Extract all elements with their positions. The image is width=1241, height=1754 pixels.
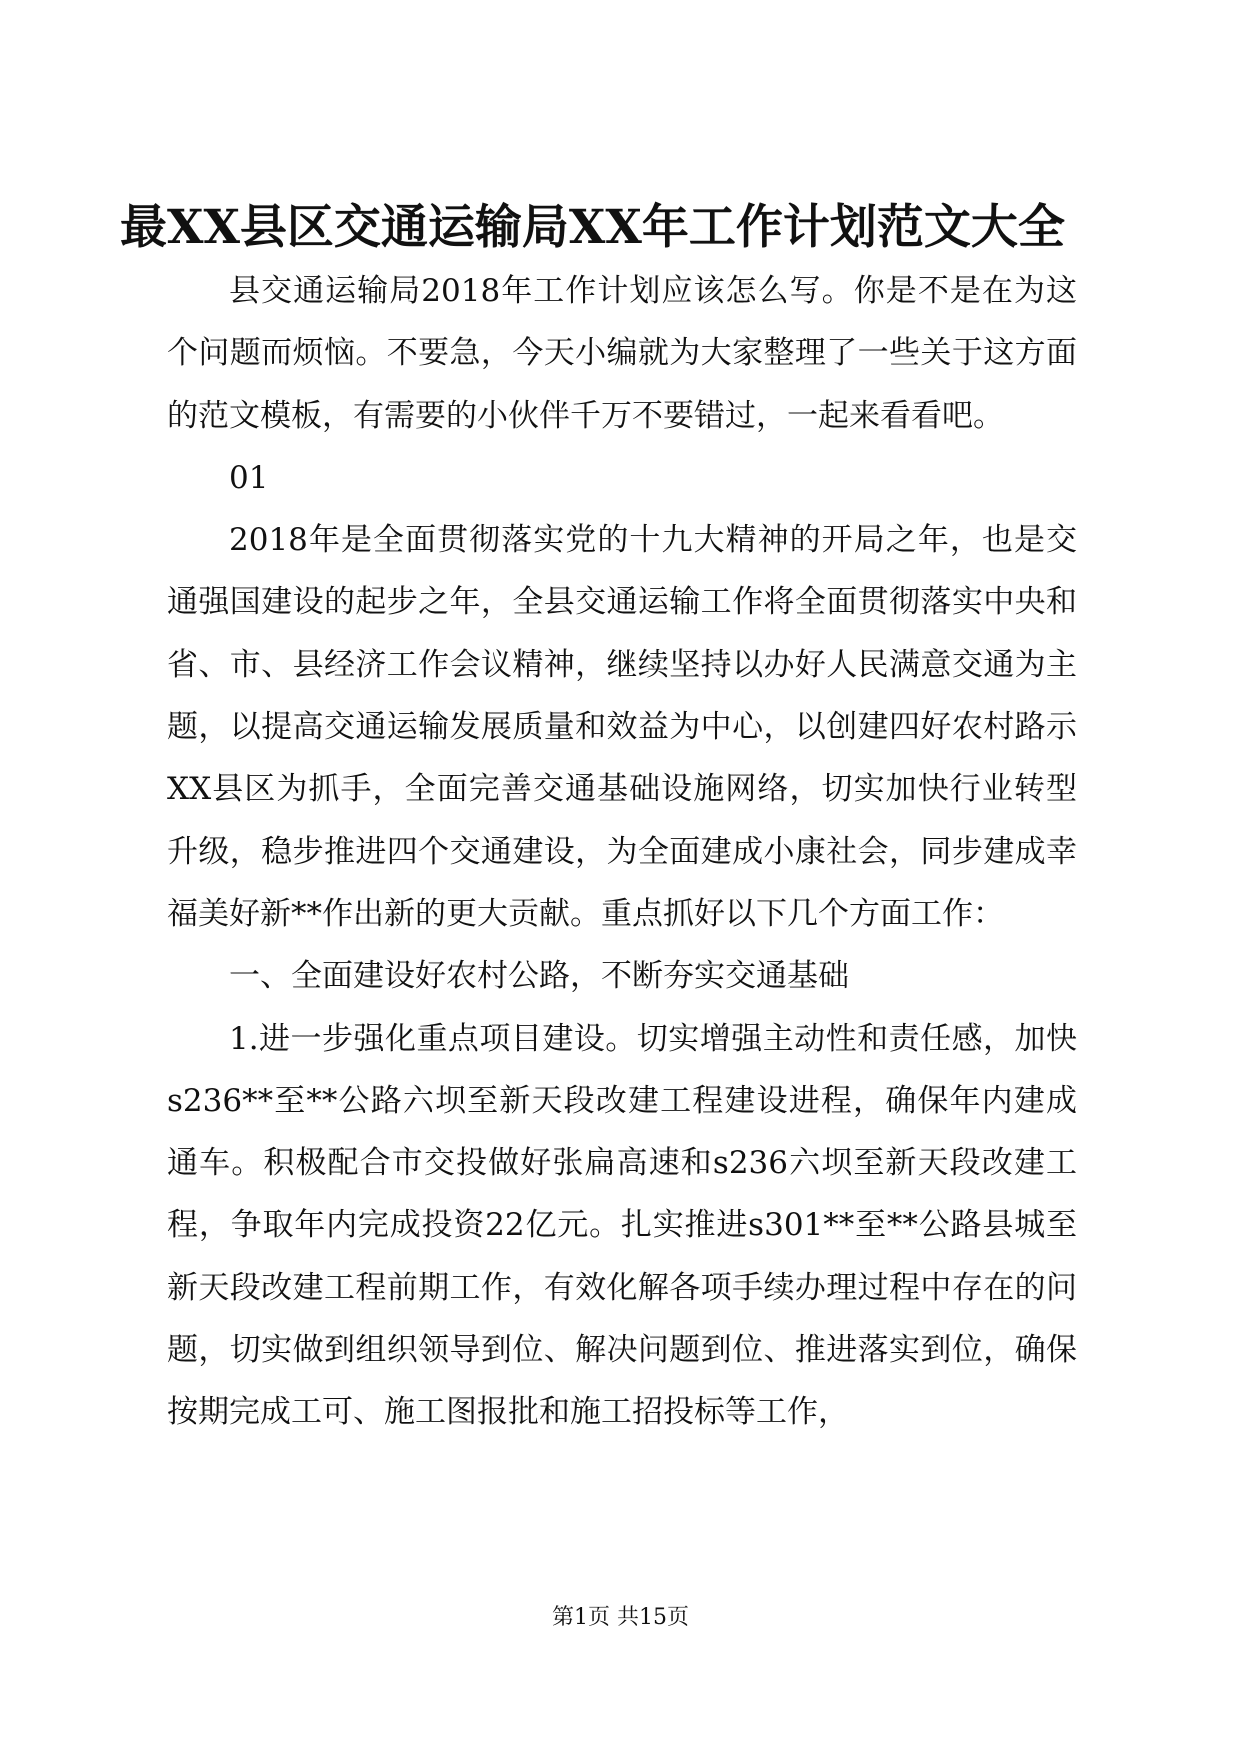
section-heading: 一、全面建设好农村公路，不断夯实交通基础 — [229, 958, 849, 995]
intro-paragraph: 县交通运输局2018年工作计划应该怎么写。你是不是在为这个问题而烦恼。不要急，今天小编就为大家整理了一些关于这方面的范文模板，有需要的小伙伴千万不要错过，一起来看看吧。 — [167, 273, 1077, 434]
overview-paragraph: 2018年是全面贯彻落实党的十九大精神的开局之年，也是交通强国建设的起步之年，全县交通运输工作将全面贯彻落实中央和省、市、县经济工作会议精神，继续坚持以办好人民满意交通为主题，以提高交通运输发展质量和效益为中心，以创建四好农村路示XX县区为抓手，全面完善交通基础设施网络，切实加快行业转型升级，稳步推进四个交通建设，为全面建成小康社会，同步建成幸福美好新**作出新的更大贡献。重点抓好以下几个方面工作： — [167, 522, 1077, 932]
section-number: 01 — [229, 459, 269, 496]
page-footer: 第1页 共15页 — [552, 1605, 689, 1630]
document-title: 最XX县区交通运输局XX年工作计划范文大全 — [120, 200, 1065, 255]
document-body — [167, 260, 1077, 1444]
item-paragraph: 1.进一步强化重点项目建设。切实增强主动性和责任感，加快s236**至**公路六坝至新天段改建工程建设进程，确保年内建成通车。积极配合市交投做好张扁高速和s236六坝至新天段改建工程，争取年内完成投资22亿元。扎实推进s301**至**公路县城至新天段改建工程前期工作，有效化解各项手续办理过程中存在的问题，切实做到组织领导到位、解决问题到位、推进落实到位，确保按期完成工可、施工图报批和施工招投标等工作， — [167, 1020, 1077, 1431]
